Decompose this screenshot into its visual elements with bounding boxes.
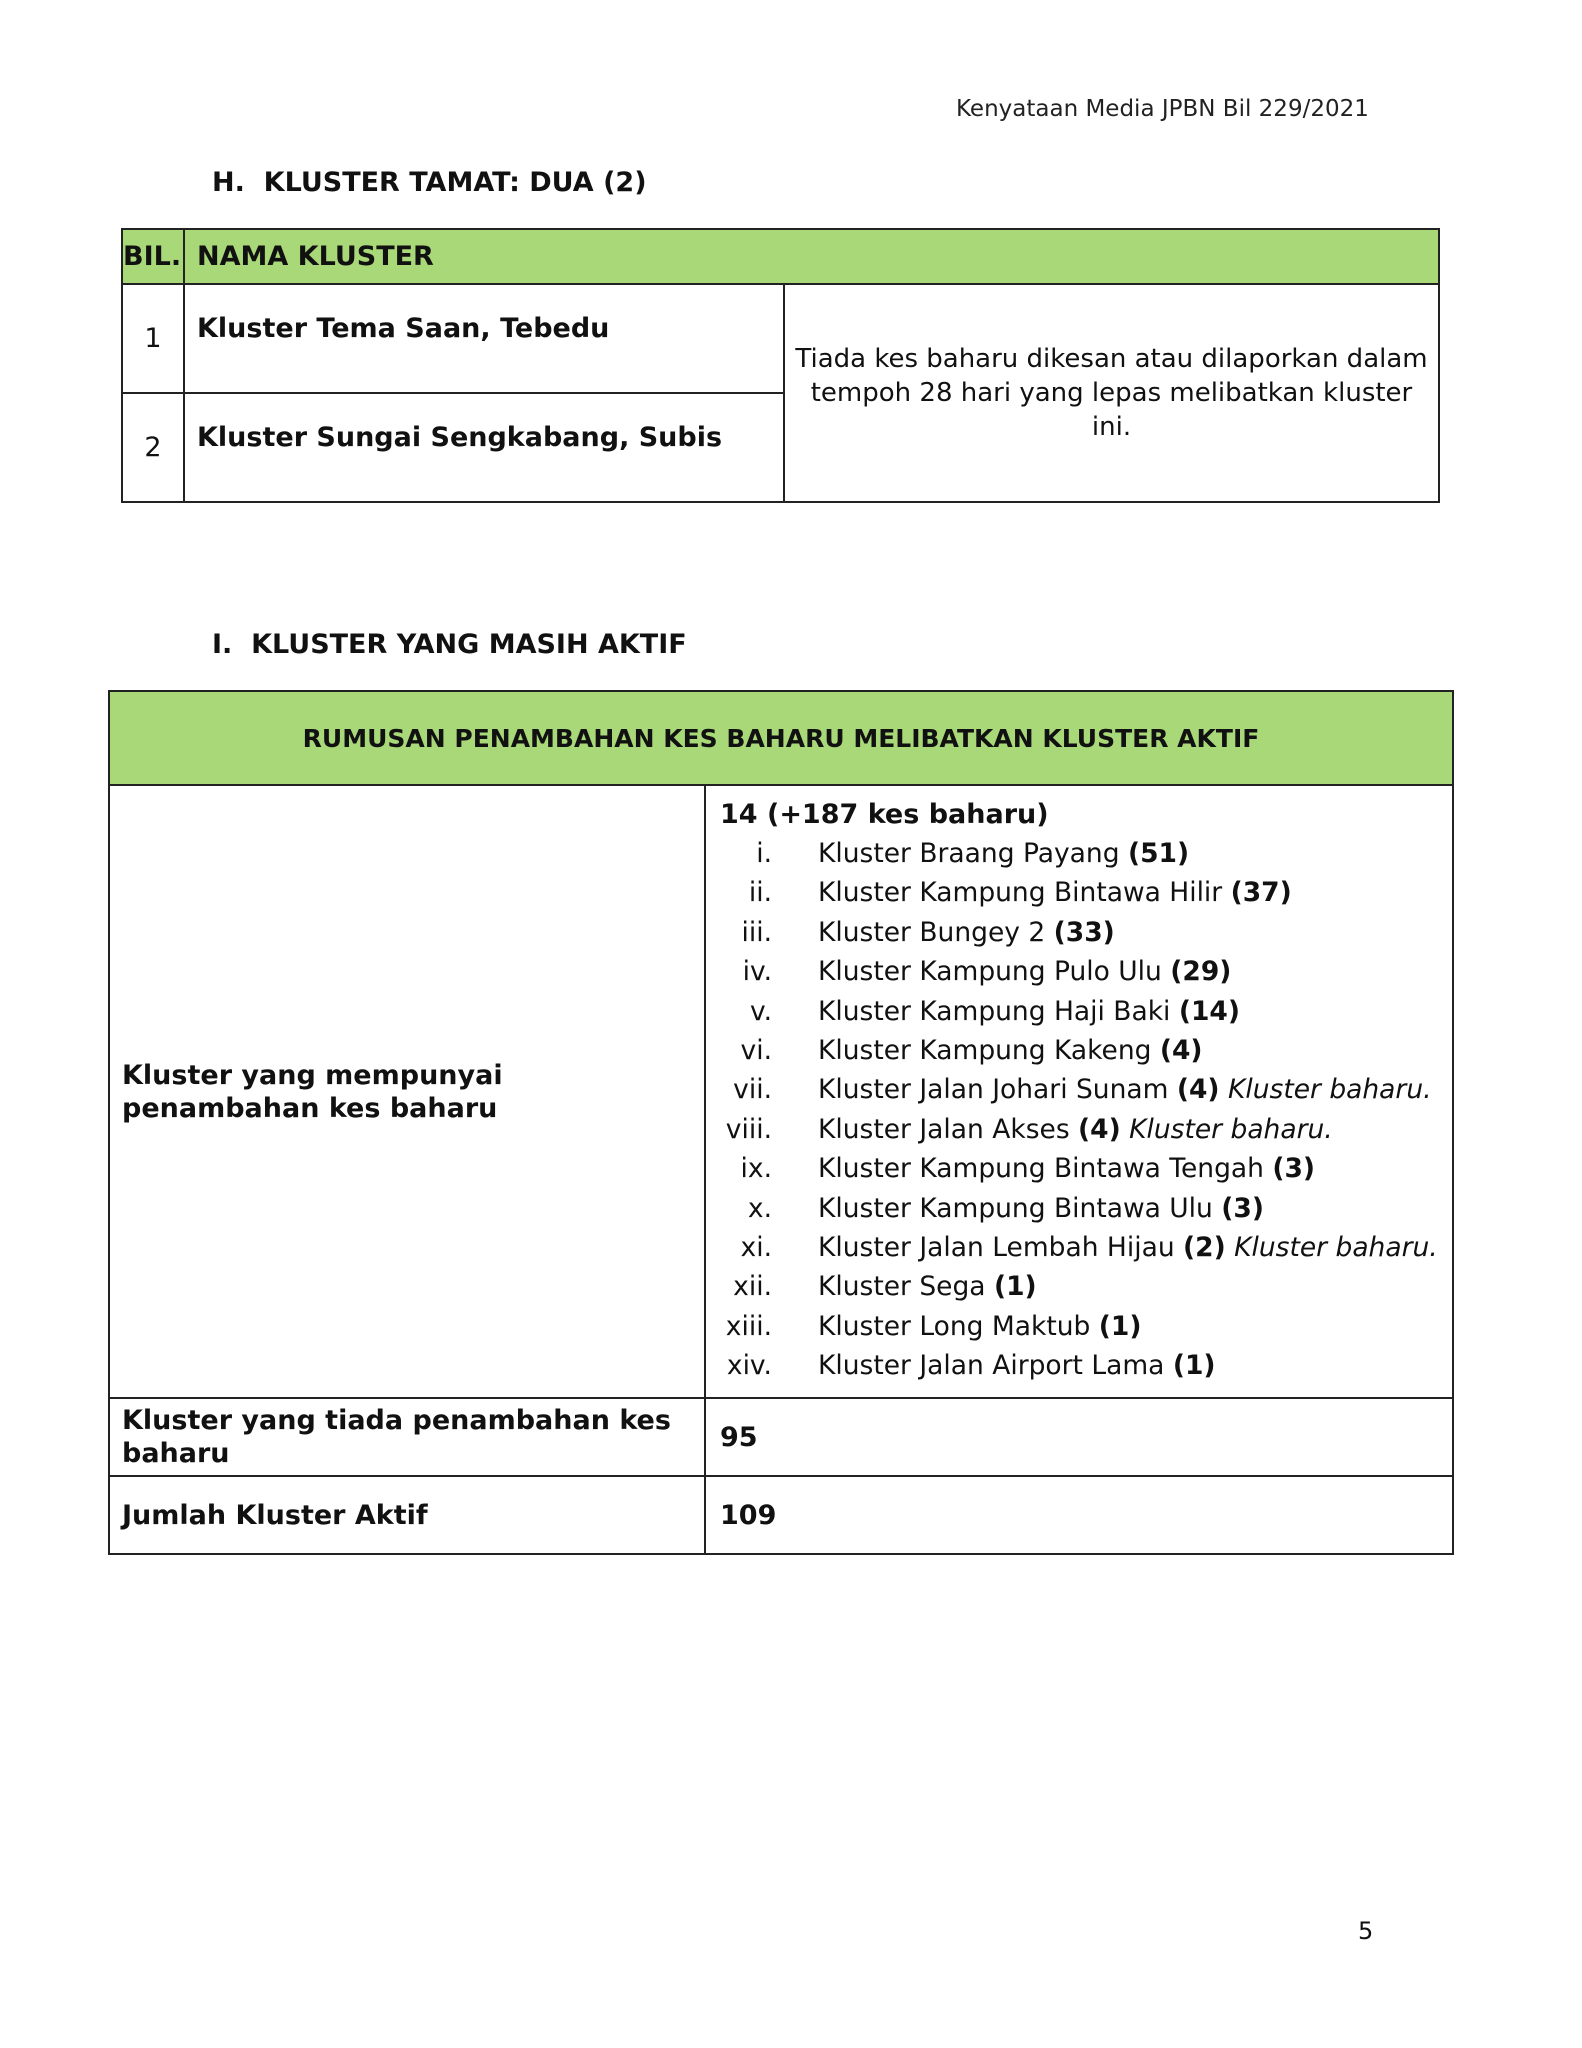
table-row bbox=[122, 284, 1439, 393]
list-item-text bbox=[818, 1149, 1315, 1188]
list-item-text bbox=[818, 1070, 1432, 1109]
case-count: (3) bbox=[1221, 1192, 1264, 1224]
cluster-name bbox=[184, 393, 784, 502]
case-count: (29) bbox=[1170, 956, 1232, 988]
list-item-text bbox=[818, 1228, 1438, 1267]
ended-note: Tiada kes baharu dikesan atau dilaporkan dalam tempoh 28 hari yang lepas melibatkan kluster ini. bbox=[784, 284, 1439, 502]
list-item bbox=[720, 834, 1452, 873]
list-item-text bbox=[818, 913, 1115, 952]
list-item bbox=[720, 952, 1452, 991]
ended-clusters-table bbox=[121, 228, 1440, 503]
case-count: (1) bbox=[1172, 1350, 1216, 1382]
list-item-numeral: xiv. bbox=[726, 1350, 772, 1382]
list-item bbox=[720, 1267, 1452, 1306]
cluster-name: Kluster Kampung Bintawa Tengah bbox=[818, 1153, 1273, 1185]
list-item bbox=[720, 1031, 1452, 1070]
cluster-name: Kluster Kampung Bintawa Hilir bbox=[818, 877, 1231, 909]
list-item-text bbox=[818, 1031, 1203, 1070]
row-label: Jumlah Kluster Aktif bbox=[109, 1476, 705, 1554]
table-header-row bbox=[122, 229, 1439, 284]
list-item bbox=[720, 1149, 1452, 1188]
row-number: 1 bbox=[122, 284, 184, 393]
list-item-text bbox=[818, 1307, 1141, 1346]
new-cases-total: 14 (+187 kes baharu) bbox=[720, 799, 1049, 830]
cluster-name: Kluster Kampung Bintawa Ulu bbox=[818, 1192, 1222, 1224]
row-value: 109 bbox=[705, 1476, 1453, 1554]
list-item-numeral: x. bbox=[747, 1192, 772, 1224]
case-count: (4) bbox=[1078, 1113, 1121, 1145]
row-label: Kluster yang mempunyai penambahan kes baharu bbox=[109, 785, 705, 1398]
list-item-numeral: ii. bbox=[748, 877, 772, 909]
list-item-text bbox=[818, 1110, 1333, 1149]
case-count: (1) bbox=[1098, 1310, 1142, 1342]
cluster-name: Kluster Jalan Lembah Hijau bbox=[818, 1231, 1184, 1263]
list-item-numeral: v. bbox=[749, 995, 772, 1027]
cluster-name-text: Kluster Sungai Sengkabang, Subis bbox=[197, 422, 723, 453]
list-item bbox=[720, 1070, 1452, 1109]
cluster-name: Kluster Sega bbox=[818, 1271, 994, 1303]
list-item bbox=[720, 1307, 1452, 1346]
list-item-text bbox=[818, 834, 1189, 873]
new-cluster-tag: Kluster baharu. bbox=[1219, 1074, 1432, 1106]
section-i-title: I. KLUSTER YANG MASIH AKTIF bbox=[212, 629, 687, 660]
cluster-name: Kluster Braang Payang bbox=[818, 838, 1128, 869]
list-item-text bbox=[818, 1267, 1037, 1306]
row-label: Kluster yang tiada penambahan kes baharu bbox=[109, 1398, 705, 1476]
cluster-list-cell bbox=[705, 785, 1453, 1398]
row-value: 95 bbox=[705, 1398, 1453, 1476]
list-item-numeral: xiii. bbox=[725, 1310, 772, 1342]
list-item-numeral: xi. bbox=[740, 1231, 772, 1263]
list-item-text bbox=[818, 873, 1292, 912]
new-cluster-tag: Kluster baharu. bbox=[1225, 1231, 1438, 1263]
case-count: (2) bbox=[1183, 1231, 1226, 1263]
list-item-text bbox=[818, 1346, 1216, 1385]
list-item bbox=[720, 992, 1452, 1031]
case-count: (3) bbox=[1272, 1153, 1316, 1185]
page-number: 5 bbox=[1358, 1917, 1374, 1945]
list-item-text bbox=[818, 992, 1240, 1031]
list-item-numeral: vii. bbox=[733, 1074, 772, 1106]
cluster-name: Kluster Bungey 2 bbox=[818, 916, 1054, 948]
list-item-numeral: ix. bbox=[740, 1153, 772, 1185]
case-count: (51) bbox=[1127, 838, 1190, 869]
table-row bbox=[109, 1398, 1453, 1476]
list-item-text bbox=[818, 1189, 1264, 1228]
section-h-title: H. KLUSTER TAMAT: DUA (2) bbox=[212, 167, 647, 198]
table-row bbox=[109, 785, 1453, 1398]
row-number: 2 bbox=[122, 393, 184, 502]
list-item-numeral: iv. bbox=[742, 956, 772, 988]
list-item-numeral: xii. bbox=[733, 1271, 772, 1303]
list-item-numeral: i. bbox=[756, 838, 772, 869]
list-item bbox=[720, 1189, 1452, 1228]
list-item bbox=[720, 1346, 1452, 1385]
cluster-name: Kluster Jalan Johari Sunam bbox=[818, 1074, 1177, 1106]
document-reference: Kenyataan Media JPBN Bil 229/2021 bbox=[956, 96, 1369, 122]
list-item-text bbox=[818, 952, 1231, 991]
col-nama-header: NAMA KLUSTER bbox=[184, 229, 1439, 284]
active-summary-header: RUMUSAN PENAMBAHAN KES BAHARU MELIBATKAN KLUSTER AKTIF bbox=[109, 691, 1453, 785]
case-count: (33) bbox=[1053, 916, 1115, 948]
cluster-name-text: Kluster Tema Saan, Tebedu bbox=[197, 313, 610, 344]
list-item bbox=[720, 1110, 1452, 1149]
list-item-numeral: iii. bbox=[741, 916, 772, 948]
cluster-name: Kluster Jalan Akses bbox=[818, 1113, 1079, 1145]
case-count: (4) bbox=[1159, 1034, 1203, 1066]
table-header-row bbox=[109, 691, 1453, 785]
case-count: (14) bbox=[1178, 995, 1240, 1027]
cluster-name: Kluster Kampung Haji Baki bbox=[818, 995, 1179, 1027]
list-item-numeral: viii. bbox=[725, 1113, 772, 1145]
case-count: (4) bbox=[1176, 1074, 1220, 1106]
col-bil-header: BIL. bbox=[122, 229, 184, 284]
cluster-name: Kluster Kampung Pulo Ulu bbox=[818, 956, 1171, 988]
cluster-name: Kluster Jalan Airport Lama bbox=[818, 1350, 1173, 1382]
cluster-name: Kluster Long Maktub bbox=[818, 1310, 1099, 1342]
table-row bbox=[109, 1476, 1453, 1554]
list-item-numeral: vi. bbox=[740, 1034, 772, 1066]
cluster-name: Kluster Kampung Kakeng bbox=[818, 1034, 1160, 1066]
cluster-name bbox=[184, 284, 784, 393]
list-item bbox=[720, 913, 1452, 952]
list-item bbox=[720, 873, 1452, 912]
active-clusters-table bbox=[108, 690, 1454, 1555]
cluster-list bbox=[720, 834, 1452, 1385]
case-count: (37) bbox=[1230, 877, 1292, 909]
list-item bbox=[720, 1228, 1452, 1267]
case-count: (1) bbox=[993, 1271, 1037, 1303]
new-cluster-tag: Kluster baharu. bbox=[1120, 1113, 1333, 1145]
